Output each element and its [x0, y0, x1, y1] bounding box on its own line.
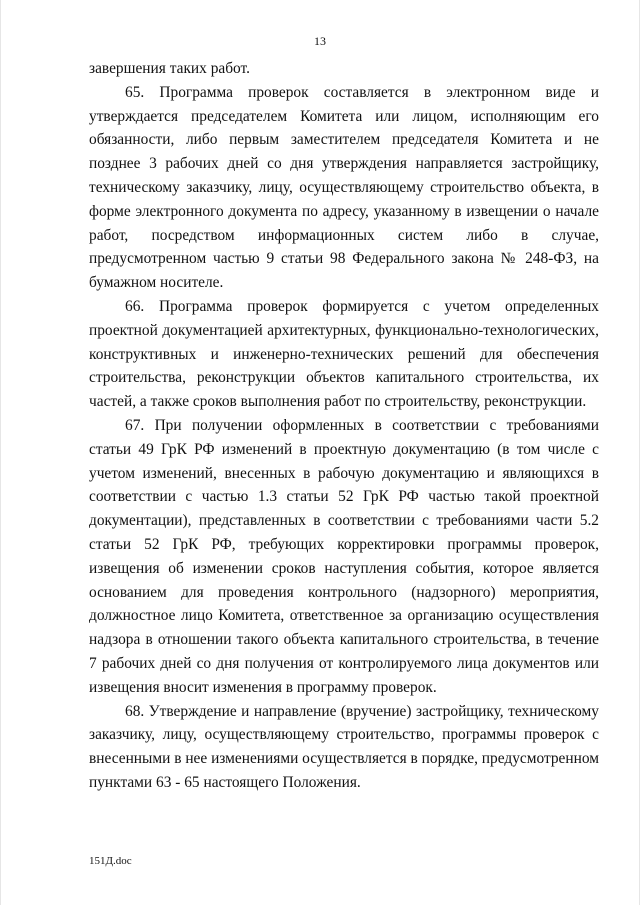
paragraph-continuation: завершения таких работ.: [89, 60, 250, 77]
paragraph-65: 65. Программа проверок составляется в электронном виде и утверждается председателем Комитета или лицом, исполняющим его обязанности, либо первым заместителем председателя Комитета и не позднее 3 рабочих дней со дня утверждения направляется застройщику, техническому заказчику, лицу, осуществляющему строительство объекта, в форме электронного документа по адресу, указанному в извещении о начале работ, посредством информационных систем либо в случае, предусмотренном частью 9 статьи 98 Федерального закона № 248-ФЗ, на бумажном носителе.: [89, 83, 599, 292]
paragraph-67: 67. При получении оформленных в соответствии с требованиями статьи 49 ГрК РФ изменений в проектную документацию (в том числе с учетом изменений, внесенных в рабочую документацию и являющихся в соответствии с частью 1.3 статьи 52 ГрК РФ частью такой проектной документации), представленных в соответствии с требованиями части 5.2 статьи 52 ГрК РФ, требующих корректировки программы проверок, извещения об изменении сроков наступления события, которое является основанием для проведения контрольного (надзорного) мероприятия, должностное лицо Комитета, ответственное за организацию осуществления надзора в отношении такого объекта капитального строительства, в течение 7 рабочих дней со дня получения от контролируемого лица документов или извещения вносит изменения в программу проверок.: [89, 416, 599, 696]
page-number: 13: [314, 34, 326, 48]
document-body: [89, 57, 599, 795]
paragraph-68: 68. Утверждение и направление (вручение) застройщику, техническому заказчику, лицу, осуществляющему строительство, программы проверок с внесенными в нее изменениями осуществляется в порядке, предусмотренном пунктами 63 - 65 настоящего Положения.: [89, 702, 600, 791]
footer-filename: 151Д.doc: [89, 855, 132, 867]
paragraph-66: 66. Программа проверок формируется с учетом определенных проектной документацией архитектурных, функционально-технологических, конструктивных и инженерно-технических решений для обеспечения строительства, реконструкции объектов капитального строительства, их частей, а также сроков выполнения работ по строительству, реконструкции.: [89, 297, 599, 411]
